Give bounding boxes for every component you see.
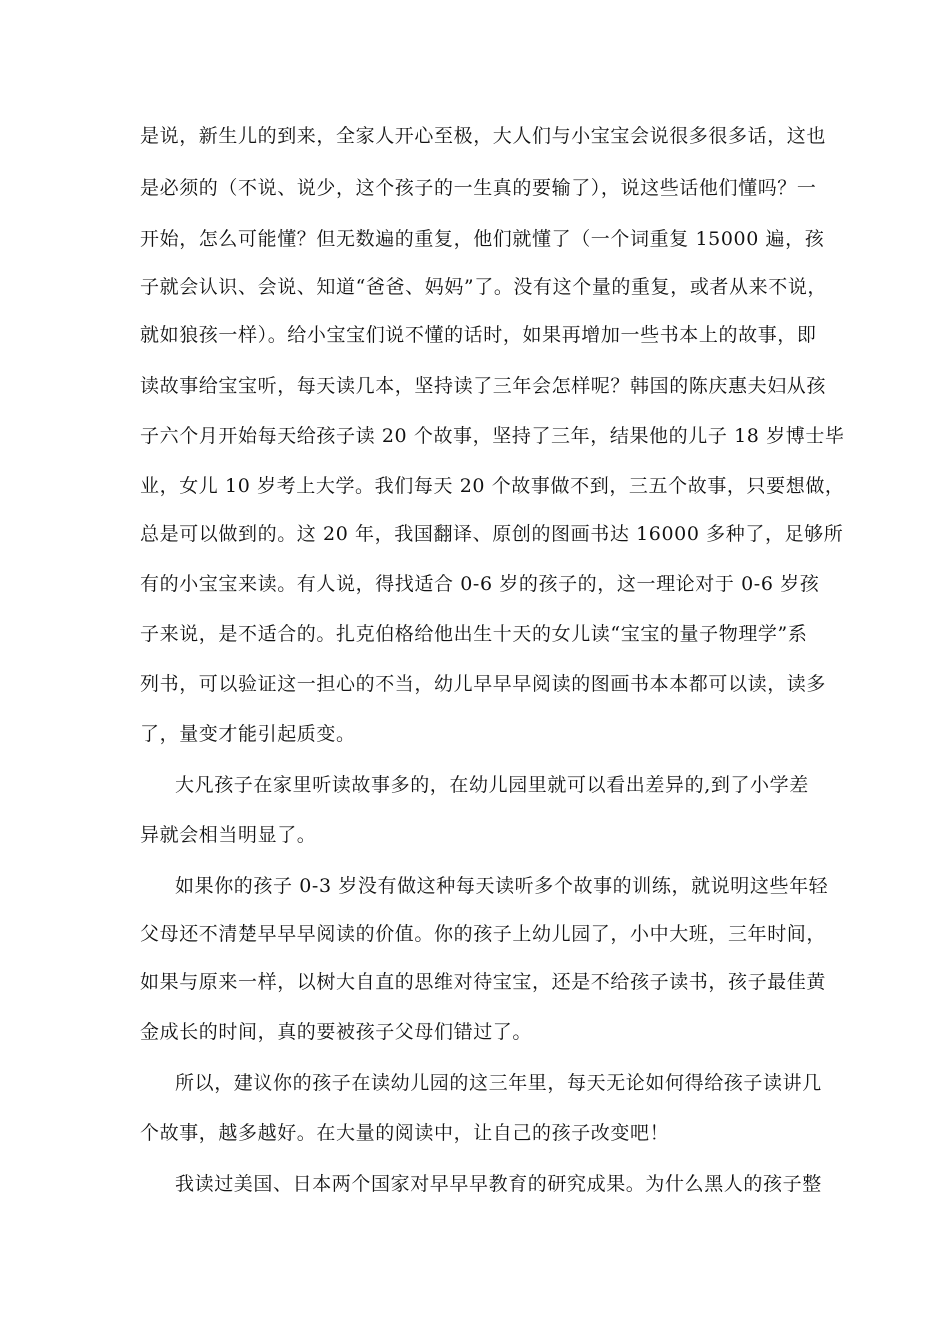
- text-line: 大凡孩子在家里听读故事多的，在幼儿园里就可以看出差异的,到了小学差: [175, 774, 809, 796]
- text-line: 子就会认识、会说、知道“爸爸、妈妈”了。没有这个量的重复，或者从来不说，: [140, 276, 828, 298]
- text-line: 了，量变才能引起质变。: [140, 723, 356, 745]
- text-line: 业，女儿 10 岁考上大学。我们每天 20 个故事做不到，三五个故事，只要想做，: [140, 475, 845, 497]
- text-line: 所以，建议你的孩子在读幼儿园的这三年里，每天无论如何得给孩子读讲几: [175, 1072, 822, 1094]
- text-line: 子来说，是不适合的。扎克伯格给他出生十天的女儿读“宝宝的量子物理学”系: [140, 623, 808, 645]
- text-line: 如果与原来一样，以树大自直的思维对待宝宝，还是不给孩子读书，孩子最佳黄: [140, 971, 827, 993]
- text-line: 是说，新生儿的到来，全家人开心至极，大人们与小宝宝会说很多很多话，这也: [140, 125, 827, 147]
- text-line: 子六个月开始每天给孩子读 20 个故事，坚持了三年，结果他的儿子 18 岁博士毕: [140, 425, 845, 447]
- text-line: 读故事给宝宝听，每天读几本，坚持读了三年会怎样呢？韩国的陈庆惠夫妇从孩: [140, 375, 827, 397]
- text-line: 是必须的（不说、说少，这个孩子的一生真的要输了），说这些话他们懂吗？一: [140, 177, 817, 199]
- text-line: 如果你的孩子 0-3 岁没有做这种每天读听多个故事的训练，就说明这些年轻: [175, 875, 829, 897]
- text-line: 个故事，越多越好。在大量的阅读中，让自己的孩子改变吧！: [140, 1122, 670, 1144]
- text-line: 开始，怎么可能懂？但无数遍的重复，他们就懂了（一个词重复 15000 遍，孩: [140, 228, 825, 250]
- text-line: 异就会相当明显了。: [140, 824, 317, 846]
- text-line: 我读过美国、日本两个国家对早早早教育的研究成果。为什么黑人的孩子整: [175, 1173, 822, 1195]
- text-line: 父母还不清楚早早早阅读的价值。你的孩子上幼儿园了，小中大班，三年时间，: [140, 923, 827, 945]
- text-line: 就如狼孩一样）。给小宝宝们说不懂的话时，如果再增加一些书本上的故事，即: [140, 324, 817, 346]
- text-line: 金成长的时间，真的要被孩子父母们错过了。: [140, 1021, 533, 1043]
- text-line: 总是可以做到的。这 20 年，我国翻译、原创的图画书达 16000 多种了，足够所: [140, 523, 844, 545]
- text-line: 列书，可以验证这一担心的不当，幼儿早早早阅读的图画书本本都可以读，读多: [140, 673, 827, 695]
- text-line: 有的小宝宝来读。有人说，得找适合 0-6 岁的孩子的，这一理论对于 0-6 岁孩: [140, 573, 820, 595]
